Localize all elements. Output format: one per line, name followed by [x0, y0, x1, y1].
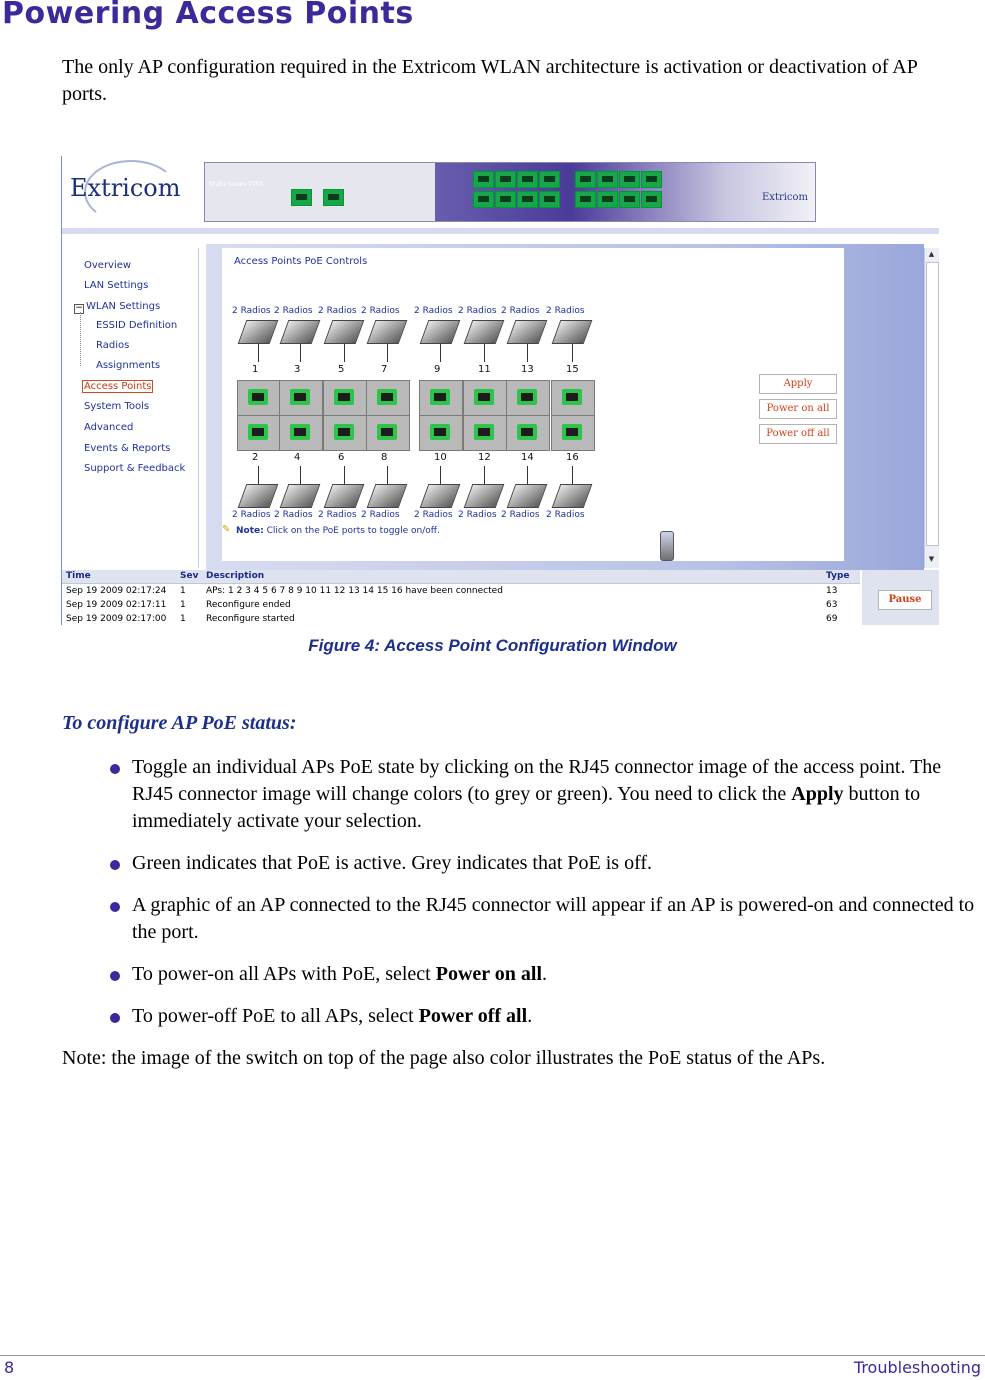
bullet-emphasis: Apply	[791, 783, 844, 805]
poe-controls-panel	[222, 248, 844, 561]
ap-radio-label: 2 Radios	[501, 306, 540, 316]
ap-cable	[300, 466, 301, 484]
access-point-icon	[420, 320, 461, 344]
access-point-icon	[552, 320, 593, 344]
port-number: 16	[566, 452, 579, 463]
rj45-port[interactable]	[366, 415, 410, 451]
ap-cable	[300, 344, 301, 362]
footer-divider	[0, 1355, 985, 1356]
scroll-down-icon[interactable]: ▼	[928, 555, 935, 563]
bullet-icon	[110, 902, 120, 912]
ap-cable	[344, 466, 345, 484]
switch-ap-port	[575, 191, 596, 208]
rj45-port[interactable]	[237, 415, 281, 451]
log-cell-type: 63	[826, 600, 838, 610]
page-title: Powering Access Points	[2, 0, 414, 31]
access-point-icon	[280, 320, 321, 344]
port-number: 11	[478, 364, 491, 375]
bullet-text-end: .	[527, 1005, 533, 1027]
app-header	[62, 156, 939, 228]
log-cell-sev: 1	[180, 614, 186, 624]
switch-ap-port	[495, 191, 516, 208]
sidebar-item-support-feedback[interactable]: Support & Feedback	[84, 463, 186, 474]
port-number: 13	[521, 364, 534, 375]
note-text: Note: Click on the PoE ports to toggle on/off.	[236, 526, 440, 536]
ap-cable	[258, 344, 259, 362]
rj45-port[interactable]	[463, 380, 507, 416]
sidebar-item-essid-definition[interactable]: ESSID Definition	[96, 320, 178, 331]
ap-radio-label: 2 Radios	[414, 306, 453, 316]
collapse-icon[interactable]: −	[75, 303, 83, 313]
switch-lan-port	[291, 189, 312, 206]
list-item	[62, 892, 982, 946]
intro-paragraph: The only AP configuration required in the Extricom WLAN architecture is activation or deactivation of AP ports.	[62, 56, 918, 105]
rj45-jack-icon	[474, 389, 494, 405]
ap-radio-label: 2 Radios	[318, 510, 357, 520]
access-point-icon	[238, 320, 279, 344]
ap-radio-label: 2 Radios	[458, 510, 497, 520]
switch-ap-port	[539, 191, 560, 208]
ap-radio-label: 2 Radios	[546, 306, 585, 316]
port-number: 15	[566, 364, 579, 375]
list-item	[62, 961, 982, 988]
rj45-port[interactable]	[323, 380, 367, 416]
bullet-emphasis: Power on all	[435, 963, 543, 985]
log-cell-description: APs: 1 2 3 4 5 6 7 8 9 10 11 12 13 14 15 16 have been connected	[206, 586, 503, 596]
port-number: 10	[434, 452, 447, 463]
procedure-heading: To configure AP PoE status:	[62, 712, 297, 734]
log-cell-type: 13	[826, 586, 838, 596]
rj45-port[interactable]	[463, 415, 507, 451]
ap-cable	[572, 344, 573, 362]
ap-cable	[387, 466, 388, 484]
bullet-icon	[110, 860, 120, 870]
switch-ap-port	[473, 191, 494, 208]
scroll-thumb[interactable]	[926, 262, 939, 546]
list-item	[62, 1003, 982, 1030]
switch-ap-port	[597, 191, 618, 208]
rj45-jack-icon	[377, 424, 397, 440]
footer-section: Troubleshooting	[853, 1358, 981, 1377]
port-number: 8	[381, 452, 388, 463]
bullet-icon	[110, 764, 120, 774]
bullet-emphasis: Power off all	[418, 1005, 528, 1027]
access-point-icon	[324, 484, 365, 508]
figure-screenshot	[61, 156, 939, 625]
rj45-port[interactable]	[506, 380, 550, 416]
rj45-jack-icon	[430, 389, 450, 405]
ap-cable	[484, 466, 485, 484]
rj45-jack-icon	[334, 424, 354, 440]
ap-cable	[344, 344, 345, 362]
rj45-jack-icon	[474, 424, 494, 440]
port-number: 2	[252, 452, 259, 463]
rj45-jack-icon	[248, 424, 268, 440]
bullet-text-end: .	[542, 963, 548, 985]
sidebar-item-events-reports[interactable]: Events & Reports	[84, 443, 171, 454]
extricom-logo: Extricom	[70, 174, 181, 202]
port-number: 12	[478, 452, 491, 463]
access-point-icon	[464, 484, 505, 508]
access-point-icon	[324, 320, 365, 344]
sidebar-nav	[68, 248, 199, 568]
rj45-port[interactable]	[279, 415, 323, 451]
log-cell-type: 69	[826, 614, 838, 624]
rj45-port[interactable]	[366, 380, 410, 416]
rj45-jack-icon	[430, 424, 450, 440]
closing-note: Note: the image of the switch on top of the page also color illustrates the PoE status of the APs.	[62, 1047, 826, 1069]
switch-ap-port	[473, 171, 494, 188]
rj45-port[interactable]	[506, 415, 550, 451]
ap-cable	[572, 466, 573, 484]
log-cell-time: Sep 19 2009 02:17:00	[66, 614, 167, 624]
power-on-all-button[interactable]: Power on all	[759, 399, 837, 419]
bullet-text: Green indicates that PoE is active. Grey indicates that PoE is off.	[132, 852, 653, 874]
access-point-icon	[420, 484, 461, 508]
bullet-text: Toggle an individual APs PoE state by clicking on the RJ45 connector image of the access point. The RJ45 connector image will change colors (to grey or green). You need to click the	[132, 756, 942, 805]
access-point-icon	[280, 484, 321, 508]
rj45-jack-icon	[334, 389, 354, 405]
ap-radio-label: 2 Radios	[361, 510, 400, 520]
sidebar-item-system-tools[interactable]: System Tools	[84, 401, 150, 412]
access-point-icon	[507, 320, 548, 344]
rj45-jack-icon	[377, 389, 397, 405]
rj45-port[interactable]	[237, 380, 281, 416]
ap-radio-label: 2 Radios	[546, 510, 585, 520]
sidebar-item-radios[interactable]: Radios	[96, 340, 130, 351]
port-number: 4	[294, 452, 301, 463]
list-item	[62, 850, 982, 877]
list-item	[62, 754, 982, 835]
sidebar-item-advanced[interactable]: Advanced	[84, 422, 134, 433]
bullet-icon	[110, 971, 120, 981]
switch-ap-port	[619, 171, 640, 188]
page-number: 8	[4, 1358, 15, 1377]
ap-cable	[440, 466, 441, 484]
switch-ap-port	[517, 191, 538, 208]
ap-cable	[527, 466, 528, 484]
power-off-all-button[interactable]: Power off all	[759, 424, 837, 444]
rj45-jack-icon	[290, 424, 310, 440]
rj45-jack-icon	[517, 424, 537, 440]
switch-front-panel	[204, 162, 816, 222]
ap-cable	[387, 344, 388, 362]
switch-lan-port	[323, 189, 344, 206]
access-point-icon	[464, 320, 505, 344]
ap-radio-label: 2 Radios	[274, 510, 313, 520]
pause-button[interactable]: Pause	[878, 590, 932, 610]
scrollbar[interactable]	[924, 248, 939, 568]
bullet-text: To power-off PoE to all APs, select	[132, 1005, 419, 1027]
panel-title: Access Points PoE Controls	[234, 256, 368, 267]
port-number: 1	[252, 364, 259, 375]
ap-cable	[440, 344, 441, 362]
bullet-icon	[110, 1013, 120, 1023]
rj45-jack-icon	[562, 424, 582, 440]
ap-cable	[527, 344, 528, 362]
log-cell-time: Sep 19 2009 02:17:24	[66, 586, 167, 596]
switch-logo: Extricom	[762, 192, 809, 203]
log-cell-sev: 1	[180, 600, 186, 610]
bullet-text: To power-on all APs with PoE, select	[132, 963, 436, 985]
ap-cable	[258, 466, 259, 484]
ap-radio-label: 2 Radios	[414, 510, 453, 520]
rj45-port[interactable]	[323, 415, 367, 451]
log-cell-sev: 1	[180, 586, 186, 596]
port-number: 6	[338, 452, 345, 463]
scroll-up-icon[interactable]: ▲	[928, 250, 935, 258]
rj45-jack-icon	[517, 389, 537, 405]
handset-icon	[660, 531, 674, 561]
ap-radio-label: 2 Radios	[318, 306, 357, 316]
log-cell-description: Reconfigure ended	[206, 600, 291, 610]
ap-radio-label: 2 Radios	[501, 510, 540, 520]
switch-ap-port	[539, 171, 560, 188]
ap-radio-label: 2 Radios	[232, 306, 271, 316]
sidebar-item-lan-settings[interactable]: LAN Settings	[84, 280, 149, 291]
access-point-icon	[367, 484, 408, 508]
log-cell-description: Reconfigure started	[206, 614, 295, 624]
switch-ap-port	[597, 171, 618, 188]
note-icon: ✎	[222, 524, 231, 535]
event-log	[62, 570, 939, 625]
access-point-icon	[367, 320, 408, 344]
access-point-icon	[507, 484, 548, 508]
switch-model-label: Multi Series 1000	[209, 181, 264, 188]
sidebar-item-overview[interactable]: Overview	[84, 260, 132, 271]
switch-ap-port	[575, 171, 596, 188]
sidebar-item-wlan-settings[interactable]: WLAN Settings	[86, 301, 161, 312]
ap-radio-label: 2 Radios	[458, 306, 497, 316]
log-cell-time: Sep 19 2009 02:17:11	[66, 600, 167, 610]
rj45-jack-icon	[248, 389, 268, 405]
switch-ap-port	[641, 191, 662, 208]
switch-ap-port	[619, 191, 640, 208]
sidebar-item-assignments[interactable]: Assignments	[96, 360, 161, 371]
access-point-icon	[552, 484, 593, 508]
switch-ap-port	[641, 171, 662, 188]
sidebar-item-access-points[interactable]: Access Points	[84, 381, 152, 392]
rj45-port[interactable]	[419, 415, 463, 451]
apply-button[interactable]: Apply	[759, 374, 837, 394]
switch-ap-port	[517, 171, 538, 188]
rj45-port[interactable]	[419, 380, 463, 416]
rj45-port[interactable]	[279, 380, 323, 416]
bullet-text-end: button to immediately activate your selection.	[132, 783, 921, 832]
bullet-text: A graphic of an AP connected to the RJ45 connector will appear if an AP is powered-on and connected to the port.	[132, 894, 975, 943]
ap-radio-label: 2 Radios	[361, 306, 400, 316]
log-header: Time Sev Description Type	[62, 570, 860, 584]
port-number: 3	[294, 364, 301, 375]
port-number: 5	[338, 364, 345, 375]
access-point-icon	[238, 484, 279, 508]
figure-caption: Figure 4: Access Point Configuration Window	[308, 636, 677, 655]
instruction-list	[62, 754, 982, 1045]
ap-cable	[484, 344, 485, 362]
rj45-jack-icon	[290, 389, 310, 405]
rj45-port[interactable]	[551, 415, 595, 451]
port-number: 7	[381, 364, 388, 375]
rj45-jack-icon	[562, 389, 582, 405]
switch-ap-port	[495, 171, 516, 188]
ap-radio-label: 2 Radios	[274, 306, 313, 316]
rj45-port[interactable]	[551, 380, 595, 416]
port-number: 14	[521, 452, 534, 463]
ap-radio-label: 2 Radios	[232, 510, 271, 520]
port-number: 9	[434, 364, 441, 375]
